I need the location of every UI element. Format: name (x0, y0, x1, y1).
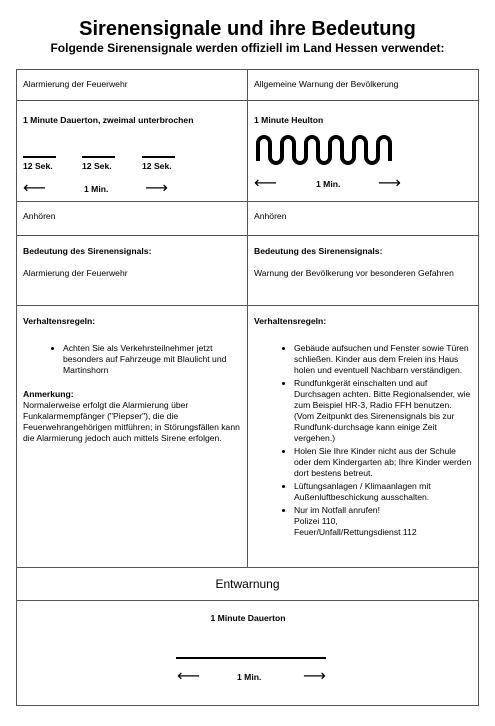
list-item: • Achten Sie als Verkehrsteilnehmer jetzt besonders auf Fahrzeuge mit Blaulicht und Martinshorn (63, 343, 241, 376)
right-rules-label: Verhaltensregeln: (254, 316, 327, 326)
all-clear-duration-label: 1 Min. (237, 672, 262, 682)
right-rules-cell (248, 306, 479, 568)
list-item (294, 505, 472, 538)
page-subtitle: Folgende Sirenensignale werden offiziell im Land Hessen verwendet: (50, 41, 445, 55)
arrow-right-icon: ⟶ (303, 668, 326, 685)
note-text: Normalerweise erfolgt die Alarmierung über Funkalarmempfänger ("Piepser"), die die Feuerwehrangehörigen mitführen; in Störungsfällen kann die Alarmierung jedoch auch mittels Sirene erfolgen. (23, 400, 240, 443)
segment-label-3: 12 Sek. (142, 161, 172, 171)
right-duration-label: 1 Min. (316, 179, 341, 189)
right-rules-list (254, 343, 472, 538)
list-item: • Lüftungsanlagen / Klimaanlagen mit Außenluftbeschickung ausschalten. (294, 481, 472, 503)
left-listen-link[interactable]: Anhören (17, 202, 248, 236)
left-rules-list (23, 343, 241, 376)
left-signal-desc: 1 Minute Dauerton, zweimal unterbrochen (23, 115, 194, 125)
left-header: Alarmierung der Feuerwehr (17, 70, 248, 101)
emergency-line: Nur im Notfall anrufen! (294, 505, 380, 515)
left-rules-label: Verhaltensregeln: (23, 316, 96, 326)
segment-label-1: 12 Sek. (23, 161, 53, 171)
all-clear-signal-desc: 1 Minute Dauerton (210, 613, 286, 623)
left-rules-cell (17, 306, 248, 568)
arrow-right-icon: ⟶ (378, 175, 401, 192)
all-clear-header: Entwarnung (17, 568, 479, 601)
right-listen-link[interactable]: Anhören (248, 202, 479, 236)
continuous-tone-line (176, 657, 326, 659)
emergency-fire: Feuer/Unfall/Rettungsdienst 112 (294, 527, 417, 537)
page-title: Sirenensignale und ihre Bedeutung (79, 18, 416, 40)
list-item: • Rundfunkgerät einschalten und auf Durchsagen achten. Bitte Regionalsender, wie zum Beispiel HR-3, Radio FFH benutzen. (Vom Zeitpunkt des Sirenensignals bis zur Rundfunk-durchsage kann einige Zeit vergehen.) (294, 378, 472, 444)
left-meaning-text: Alarmierung der Feuerwehr (23, 268, 128, 278)
left-meaning-label: Bedeutung des Sirenensignals: (23, 246, 152, 256)
tone-segment-1 (23, 156, 56, 158)
emergency-police: Polizei 110, (294, 516, 338, 526)
arrow-left-icon: ⟵ (254, 175, 277, 192)
left-meaning-cell (17, 236, 248, 306)
note-label: Anmerkung: (23, 389, 74, 399)
right-meaning-label: Bedeutung des Sirenensignals: (254, 246, 383, 256)
left-duration-label: 1 Min. (84, 184, 109, 194)
list-item: • Gebäude aufsuchen und Fenster sowie Türen schließen. Kinder aus dem Freien ins Haus holen und eventuell Nachbarn verständigen. (294, 343, 472, 376)
right-header: Allgemeine Warnung der Bevölkerung (248, 70, 479, 101)
wail-waveform-icon (254, 135, 399, 165)
left-signal-cell (17, 101, 248, 202)
right-meaning-text: Warnung der Bevölkerung vor besonderen Gefahren (254, 268, 454, 278)
all-clear-signal-cell (17, 601, 479, 706)
arrow-left-icon: ⟵ (177, 668, 200, 685)
arrow-left-icon: ⟵ (23, 180, 46, 197)
siren-signals-table (16, 69, 479, 706)
right-meaning-cell (248, 236, 479, 306)
arrow-right-icon: ⟶ (145, 180, 168, 197)
list-item: • Holen Sie Ihre Kinder nicht aus der Schule oder dem Kindergarten ab; Ihre Kinder werden dort bestens betreut. (294, 446, 472, 479)
right-signal-desc: 1 Minute Heulton (254, 115, 324, 125)
right-signal-cell (248, 101, 479, 202)
tone-segment-3 (142, 156, 175, 158)
tone-segment-2 (82, 156, 115, 158)
segment-label-2: 12 Sek. (82, 161, 112, 171)
